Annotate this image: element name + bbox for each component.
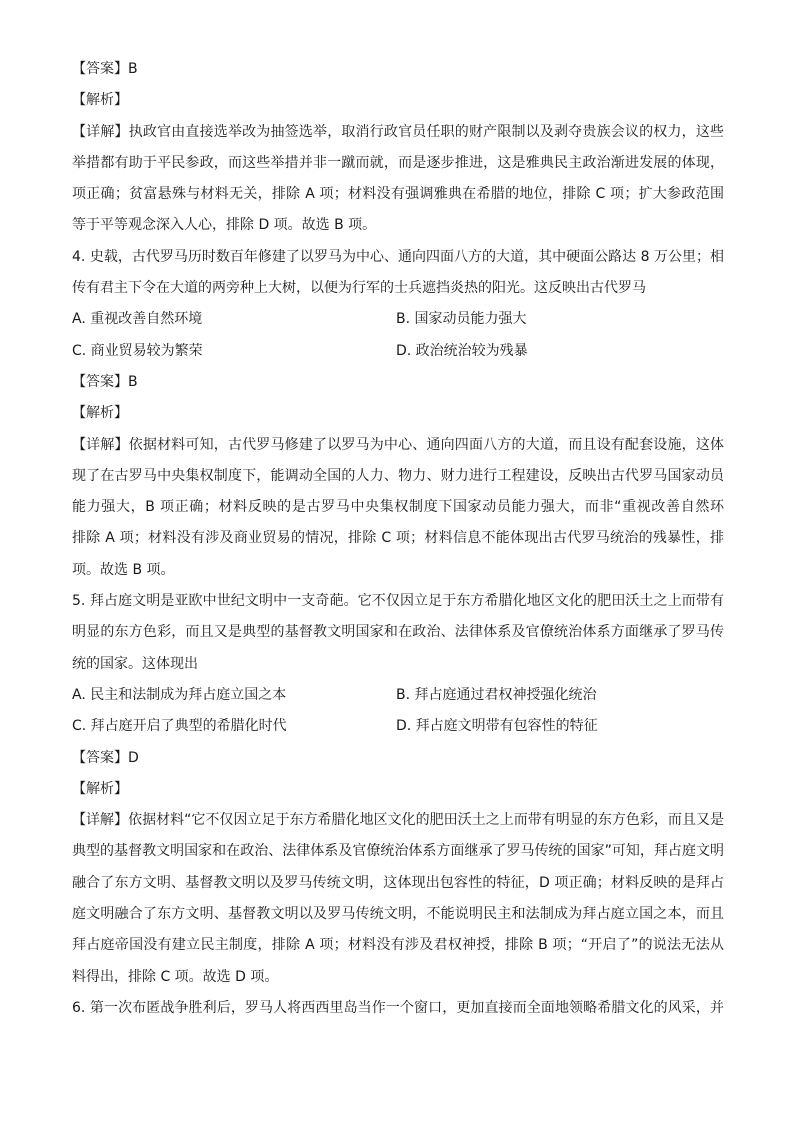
detail-line: 料得出，排除 C 项。故选 D 项。 xyxy=(72,968,279,985)
detail-line: 能力强大，B 项正确；材料反映的是古罗马中央集权制度下国家动员能力强大，而非“重视改善自然环 xyxy=(72,499,724,516)
document-page xyxy=(72,58,724,1028)
option-a: A. 民主和法制成为拜占庭立国之本 xyxy=(72,686,287,703)
detail-line: 【详解】执政官由直接选举改为抽签选举，取消行政官员任职的财产限制以及剥夺贵族会议的权力，这些 xyxy=(72,123,724,140)
analysis-label: 【解析】 xyxy=(72,92,128,109)
answer-label: 【答案】B xyxy=(72,61,138,77)
detail-line: 项正确；贫富悬殊与材料无关，排除 A 项；材料没有强调雅典在希腊的地位，排除 C 项；扩大参政范围 xyxy=(72,186,724,203)
answer-label: 【答案】B xyxy=(72,373,138,390)
question-stem: 5. 拜占庭文明是亚欧中世纪文明中一支奇葩。它不仅因立足于东方希腊化地区文化的肥田沃土之上而带有 xyxy=(72,593,724,610)
detail-line: 举措都有助于平民参政，而这些举措并非一蹴而就，而是逐步推进，这是雅典民主政治渐进发展的体现， xyxy=(72,154,724,171)
options-row xyxy=(72,715,724,737)
options-row xyxy=(72,308,724,330)
detail-line: 现了在古罗马中央集权制度下，能调动全国的人力、物力、财力进行工程建设，反映出古代罗马国家动员 xyxy=(72,467,724,484)
option-d: D. 拜占庭文明带有包容性的特征 xyxy=(396,718,598,735)
detail-line: 项。故选 B 项。 xyxy=(72,561,175,578)
question-stem: 4. 史载，古代罗马历时数百年修建了以罗马为中心、通向四面八方的大道，其中硬面公路达 8 万公里；相 xyxy=(72,248,724,265)
question-stem: 传有君主下令在大道的两旁种上大树，以便为行军的士兵遮挡炎热的阳光。这反映出古代罗马 xyxy=(72,280,646,297)
detail-line: 排除 A 项；材料没有涉及商业贸易的情况，排除 C 项；材料信息不能体现出古代罗马统治的残暴性，排 xyxy=(72,530,724,547)
analysis-label: 【解析】 xyxy=(72,780,128,797)
detail-line: 拜占庭帝国没有建立民主制度，排除 A 项；材料没有涉及君权神授，排除 B 项；“开启了”的说法无法从 xyxy=(72,937,724,954)
detail-line: 【详解】依据材料“它不仅因立足于东方希腊化地区文化的肥田沃土之上而带有明显的东方色彩，而且又是 xyxy=(72,812,724,829)
question-stem: 明显的东方色彩，而且又是典型的基督教文明国家和在政治、法律体系及官僚统治体系方面继承了罗马传 xyxy=(72,624,724,641)
option-c: C. 商业贸易较为繁荣 xyxy=(72,342,203,359)
detail-line: 典型的基督教文明国家和在政治、法律体系及官僚统治体系方面继承了罗马传统的国家”可知，拜占庭文明 xyxy=(72,843,724,860)
question-stem: 6. 第一次布匿战争胜利后，罗马人将西西里岛当作一个窗口，更加直接而全面地领略希腊文化的风采，并 xyxy=(72,999,724,1016)
analysis-label: 【解析】 xyxy=(72,405,128,422)
option-b: B. 拜占庭通过君权神授强化统治 xyxy=(396,686,597,703)
detail-line: 等于平等观念深入人心，排除 D 项。故选 B 项。 xyxy=(72,217,377,234)
option-d: D. 政治统治较为残暴 xyxy=(396,342,528,359)
option-c: C. 拜占庭开启了典型的希腊化时代 xyxy=(72,718,287,735)
detail-line: 【详解】依据材料可知，古代罗马修建了以罗马为中心、通向四面八方的大道，而且设有配套设施，这体 xyxy=(72,436,724,453)
options-row xyxy=(72,340,724,362)
question-stem: 统的国家。这体现出 xyxy=(72,655,198,672)
detail-line: 庭文明融合了东方文明、基督教文明以及罗马传统文明，不能说明民主和法制成为拜占庭立国之本，而且 xyxy=(72,906,724,923)
option-a: A. 重视改善自然环境 xyxy=(72,311,203,328)
options-row xyxy=(72,684,724,706)
detail-line: 融合了东方文明、基督教文明以及罗马传统文明，这体现出包容性的特征，D 项正确；材料反映的是拜占 xyxy=(72,874,724,891)
answer-label: 【答案】D xyxy=(72,749,139,766)
option-b: B. 国家动员能力强大 xyxy=(396,311,527,328)
